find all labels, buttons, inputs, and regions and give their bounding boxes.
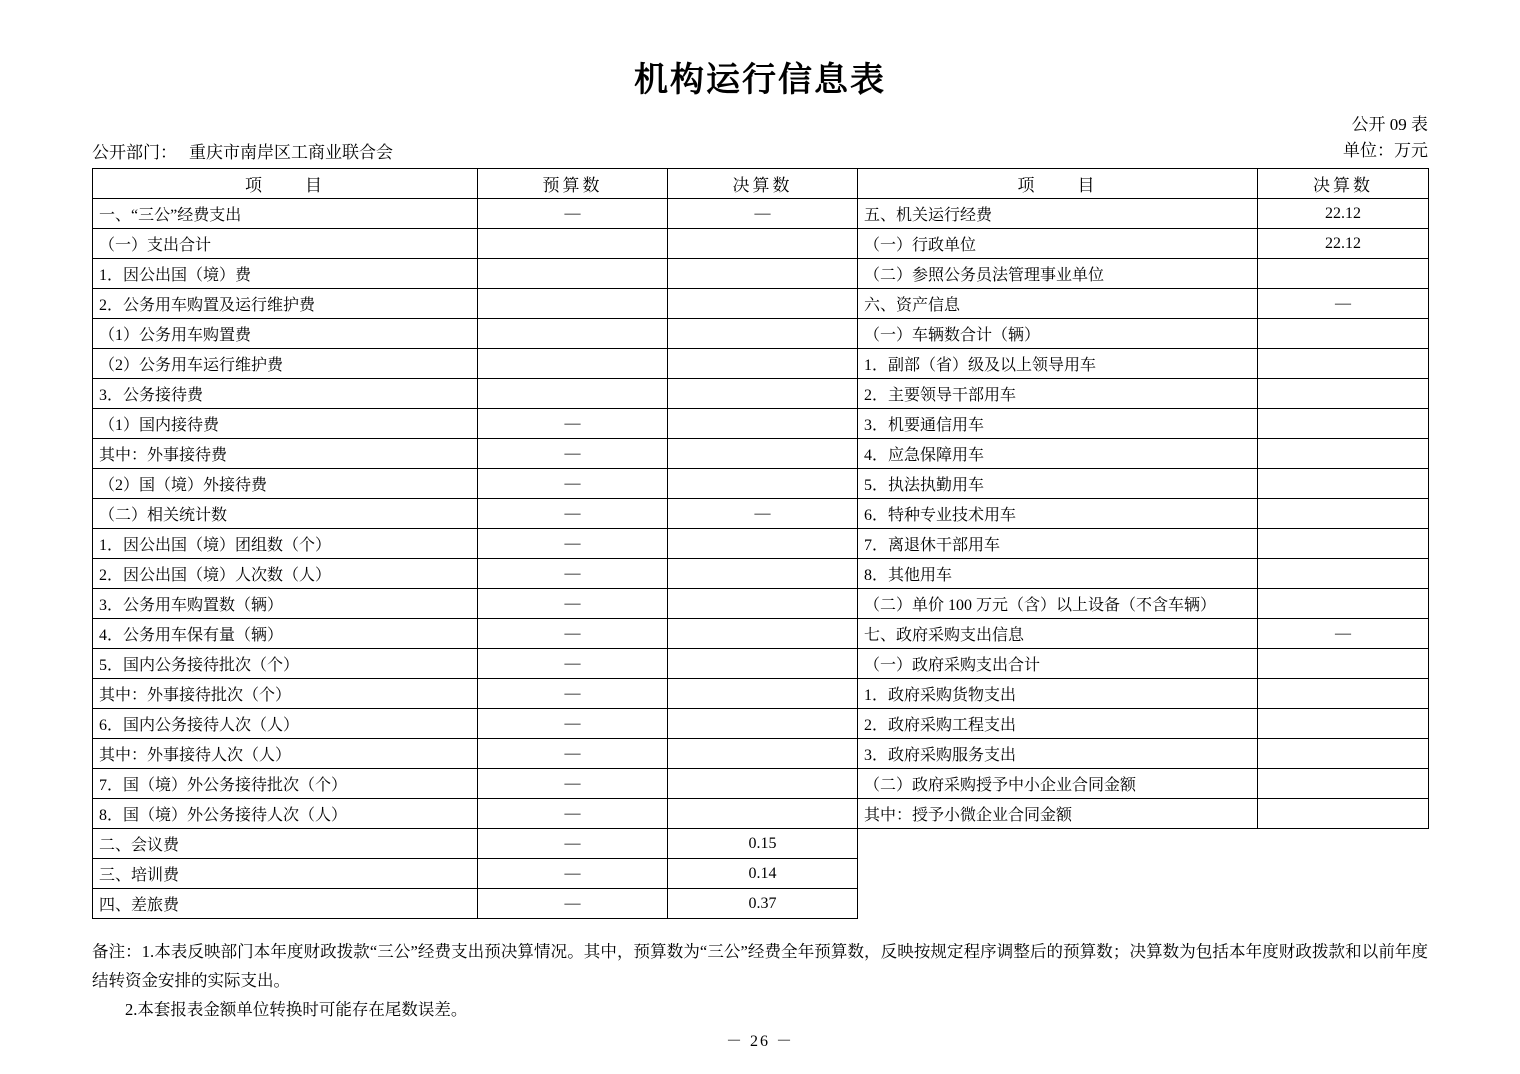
department-name: 重庆市南岸区工商业联合会	[189, 143, 393, 162]
left-budget-value: —	[478, 739, 668, 769]
table-body	[93, 199, 1429, 919]
table-row	[93, 349, 1429, 379]
right-final-value	[1258, 319, 1429, 349]
left-item-label: 6．国内公务接待人次（人）	[93, 709, 478, 739]
note-line-1: 备注：1.本表反映部门本年度财政拨款“三公”经费支出预决算情况。其中，预算数为“三公”经费全年预算数，反映按规定程序调整后的预算数；决算数为包括本年度财政拨款和以前年度结转资金安排的实际支出。	[92, 942, 1428, 990]
table-row	[93, 379, 1429, 409]
page-title: 机构运行信息表	[634, 61, 886, 99]
right-final-value: —	[1258, 289, 1429, 319]
left-budget-value: —	[478, 559, 668, 589]
left-budget-value	[478, 319, 668, 349]
left-item-label: （2）公务用车运行维护费	[93, 349, 478, 379]
right-item-label: （一）行政单位	[858, 229, 1258, 259]
right-item-label: （一）车辆数合计（辆）	[858, 319, 1258, 349]
table-row	[93, 769, 1429, 799]
left-budget-value: —	[478, 679, 668, 709]
left-item-label: 三、培训费	[93, 859, 478, 889]
right-final-value	[1258, 409, 1429, 439]
left-item-label: 3．公务用车购置数（辆）	[93, 589, 478, 619]
spacer-cell	[1258, 859, 1429, 889]
table-row	[93, 859, 1429, 889]
left-final-value	[668, 439, 858, 469]
left-item-label: 其中：外事接待人次（人）	[93, 739, 478, 769]
left-final-value	[668, 769, 858, 799]
left-final-value	[668, 379, 858, 409]
left-budget-value	[478, 289, 668, 319]
right-item-label: （二）参照公务员法管理事业单位	[858, 259, 1258, 289]
spacer-cell	[858, 889, 1258, 919]
right-item-label: 2．政府采购工程支出	[858, 709, 1258, 739]
header-final: 决算数	[668, 169, 858, 199]
left-item-label: （1）国内接待费	[93, 409, 478, 439]
right-final-value	[1258, 499, 1429, 529]
right-item-label: 七、政府采购支出信息	[858, 619, 1258, 649]
right-final-value	[1258, 259, 1429, 289]
left-item-label: 一、“三公”经费支出	[93, 199, 478, 229]
right-final-value	[1258, 439, 1429, 469]
left-final-value	[668, 589, 858, 619]
table-row	[93, 439, 1429, 469]
left-final-value	[668, 709, 858, 739]
left-budget-value: —	[478, 769, 668, 799]
left-budget-value: —	[478, 499, 668, 529]
right-item-label: 五、机关运行经费	[858, 199, 1258, 229]
left-final-value: —	[668, 499, 858, 529]
table-row	[93, 259, 1429, 289]
left-item-label: （2）国（境）外接待费	[93, 469, 478, 499]
page-number: － 26 －	[725, 1033, 794, 1050]
left-final-value	[668, 649, 858, 679]
table-row	[93, 799, 1429, 829]
left-final-value	[668, 469, 858, 499]
right-item-label: 1．副部（省）级及以上领导用车	[858, 349, 1258, 379]
left-final-value: 0.15	[668, 829, 858, 859]
spacer-cell	[858, 859, 1258, 889]
left-item-label: 2．公务用车购置及运行维护费	[93, 289, 478, 319]
right-final-value: 22.12	[1258, 229, 1429, 259]
right-item-label: 1．政府采购货物支出	[858, 679, 1258, 709]
left-budget-value: —	[478, 709, 668, 739]
right-item-label: （二）政府采购授予中小企业合同金额	[858, 769, 1258, 799]
left-item-label: 1．因公出国（境）费	[93, 259, 478, 289]
table-row	[93, 319, 1429, 349]
table-row	[93, 529, 1429, 559]
table-row	[93, 649, 1429, 679]
left-final-value: 0.14	[668, 859, 858, 889]
left-final-value	[668, 259, 858, 289]
table-row	[93, 409, 1429, 439]
header-right-item: 项 目	[858, 169, 1258, 199]
left-item-label: 四、差旅费	[93, 889, 478, 919]
left-budget-value: —	[478, 409, 668, 439]
left-budget-value	[478, 349, 668, 379]
table-row	[93, 589, 1429, 619]
spacer-cell	[858, 829, 1258, 859]
right-item-label: 8．其他用车	[858, 559, 1258, 589]
table-row	[93, 619, 1429, 649]
table-row	[93, 739, 1429, 769]
left-final-value: —	[668, 199, 858, 229]
department-line	[92, 138, 393, 163]
right-final-value	[1258, 649, 1429, 679]
left-budget-value: —	[478, 859, 668, 889]
right-item-label: 7．离退休干部用车	[858, 529, 1258, 559]
left-item-label: 8．国（境）外公务接待人次（人）	[93, 799, 478, 829]
right-final-value	[1258, 349, 1429, 379]
left-item-label: 二、会议费	[93, 829, 478, 859]
left-budget-value: —	[478, 589, 668, 619]
form-meta	[1343, 112, 1428, 165]
left-final-value	[668, 559, 858, 589]
right-item-label: 六、资产信息	[858, 289, 1258, 319]
left-item-label: 2．因公出国（境）人次数（人）	[93, 559, 478, 589]
left-budget-value: —	[478, 469, 668, 499]
left-budget-value: —	[478, 529, 668, 559]
right-final-value	[1258, 679, 1429, 709]
right-final-value	[1258, 769, 1429, 799]
left-item-label: （1）公务用车购置费	[93, 319, 478, 349]
table-row	[93, 289, 1429, 319]
spacer-cell	[1258, 889, 1429, 919]
spacer-cell	[1258, 829, 1429, 859]
unit-label: 单位：万元	[1343, 141, 1428, 161]
table-header-row	[93, 169, 1429, 199]
left-item-label: 7．国（境）外公务接待批次（个）	[93, 769, 478, 799]
right-item-label: 5．执法执勤用车	[858, 469, 1258, 499]
header-budget: 预算数	[478, 169, 668, 199]
table-row	[93, 499, 1429, 529]
left-final-value	[668, 409, 858, 439]
left-final-value	[668, 229, 858, 259]
table-row	[93, 679, 1429, 709]
right-final-value	[1258, 529, 1429, 559]
table-row	[93, 709, 1429, 739]
left-final-value	[668, 799, 858, 829]
right-final-value	[1258, 589, 1429, 619]
left-final-value	[668, 289, 858, 319]
right-item-label: 其中：授予小微企业合同金额	[858, 799, 1258, 829]
right-final-value	[1258, 379, 1429, 409]
left-final-value: 0.37	[668, 889, 858, 919]
table-row	[93, 889, 1429, 919]
right-final-value	[1258, 709, 1429, 739]
left-item-label: 1．因公出国（境）团组数（个）	[93, 529, 478, 559]
left-item-label: 4．公务用车保有量（辆）	[93, 619, 478, 649]
left-final-value	[668, 679, 858, 709]
left-budget-value	[478, 229, 668, 259]
left-budget-value: —	[478, 439, 668, 469]
left-budget-value	[478, 259, 668, 289]
left-item-label: 其中：外事接待批次（个）	[93, 679, 478, 709]
right-final-value: —	[1258, 619, 1429, 649]
right-item-label: 3．政府采购服务支出	[858, 739, 1258, 769]
left-item-label: 3．公务接待费	[93, 379, 478, 409]
right-final-value: 22.12	[1258, 199, 1429, 229]
left-budget-value: —	[478, 829, 668, 859]
left-budget-value: —	[478, 799, 668, 829]
table-notes	[92, 938, 1428, 1025]
left-final-value	[668, 319, 858, 349]
form-code: 公开 09 表	[1351, 115, 1428, 134]
right-item-label: 4．应急保障用车	[858, 439, 1258, 469]
table-row	[93, 829, 1429, 859]
note-line-2: 2.本套报表金额单位转换时可能存在尾数误差。	[125, 999, 468, 1019]
right-item-label: （二）单价 100 万元（含）以上设备（不含车辆）	[858, 589, 1258, 619]
right-item-label: 3．机要通信用车	[858, 409, 1258, 439]
table-row	[93, 559, 1429, 589]
right-final-value	[1258, 559, 1429, 589]
left-budget-value: —	[478, 619, 668, 649]
table-row	[93, 469, 1429, 499]
left-item-label: （一）支出合计	[93, 229, 478, 259]
left-budget-value: —	[478, 199, 668, 229]
header-right-final: 决算数	[1258, 169, 1429, 199]
header-left-item: 项 目	[93, 169, 478, 199]
table-row	[93, 199, 1429, 229]
left-final-value	[668, 619, 858, 649]
table-row	[93, 229, 1429, 259]
right-final-value	[1258, 469, 1429, 499]
left-item-label: （二）相关统计数	[93, 499, 478, 529]
right-item-label: 6．特种专业技术用车	[858, 499, 1258, 529]
finance-table	[92, 168, 1429, 919]
right-item-label: 2．主要领导干部用车	[858, 379, 1258, 409]
right-final-value	[1258, 799, 1429, 829]
left-item-label: 其中：外事接待费	[93, 439, 478, 469]
right-final-value	[1258, 739, 1429, 769]
left-final-value	[668, 349, 858, 379]
left-budget-value: —	[478, 649, 668, 679]
department-label: 公开部门：	[92, 143, 177, 162]
left-budget-value: —	[478, 889, 668, 919]
left-final-value	[668, 739, 858, 769]
left-budget-value	[478, 379, 668, 409]
right-item-label: （一）政府采购支出合计	[858, 649, 1258, 679]
left-final-value	[668, 529, 858, 559]
left-item-label: 5．国内公务接待批次（个）	[93, 649, 478, 679]
